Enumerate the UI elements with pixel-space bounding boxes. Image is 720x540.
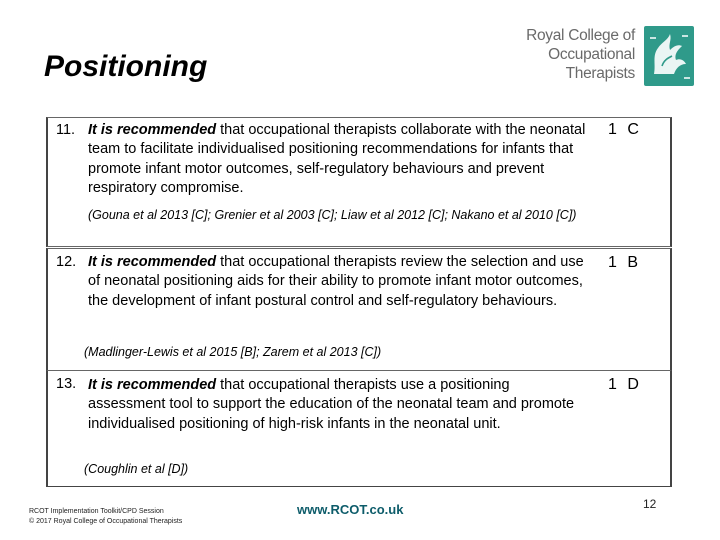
recommendation-number: 13. [56, 376, 77, 392]
footer-website-link[interactable]: www.RCOT.co.uk [297, 502, 404, 517]
recommendation-lead: It is recommended [88, 122, 217, 138]
recommendation-lead: It is recommended [88, 377, 217, 393]
footer-line-1: RCOT Implementation Toolkit/CPD Session [29, 508, 164, 515]
logo-text [522, 26, 635, 83]
rcot-crest-icon [644, 26, 694, 86]
recommendation-body: that occupational therapists use a positioning assessment tool to support the education of the neonatal team and promote individualised positioning of high-risk infants in the neonatal unit. [88, 377, 575, 432]
recommendation-text [88, 253, 588, 311]
recommendation-grade: 1 C [608, 121, 642, 138]
recommendation-text [88, 376, 578, 434]
recommendation-citation: (Madlinger-Lewis et al 2015 [B]; Zarem et al 2013 [C]) [84, 345, 382, 359]
rcot-logo [522, 26, 694, 90]
logo-line-3: Therapists [565, 65, 635, 82]
recommendation-body: that occupational therapists review the selection and use of neonatal positioning aids for their ability to promote infant motor outcomes, the development of infant postural control and self-regulatory behaviours. [88, 254, 584, 309]
recommendation-grade: 1 B [608, 254, 642, 271]
page-title: Positioning [44, 50, 208, 83]
recommendation-grade: 1 D [608, 376, 642, 393]
recommendation-lead: It is recommended [88, 254, 217, 270]
footer-line-2: © 2017 Royal College of Occupational Therapists [29, 517, 183, 525]
recommendation-body: that occupational therapists collaborate with the neonatal team to facilitate individualised positioning recommendations for infants that promote infant motor outcomes, self-regulatory behaviours and prevent respiratory compromise. [88, 122, 586, 196]
recommendation-number: 12. [56, 254, 77, 270]
page-number: 12 [643, 497, 657, 511]
recommendation-text [88, 121, 588, 198]
recommendation-11 [46, 117, 672, 247]
recommendation-citation: (Gouna et al 2013 [C]; Grenier et al 2003 [C]; Liaw et al 2012 [C]; Nakano et al 2010 [C]) [88, 208, 577, 222]
recommendation-13 [46, 370, 672, 487]
recommendation-citation: (Coughlin et al [D]) [84, 462, 189, 476]
logo-line-1: Royal College of [526, 27, 635, 44]
footer-credit [29, 507, 182, 526]
logo-line-2: Occupational [548, 46, 635, 63]
recommendation-number: 11. [56, 122, 76, 138]
recommendation-12 [46, 248, 672, 372]
